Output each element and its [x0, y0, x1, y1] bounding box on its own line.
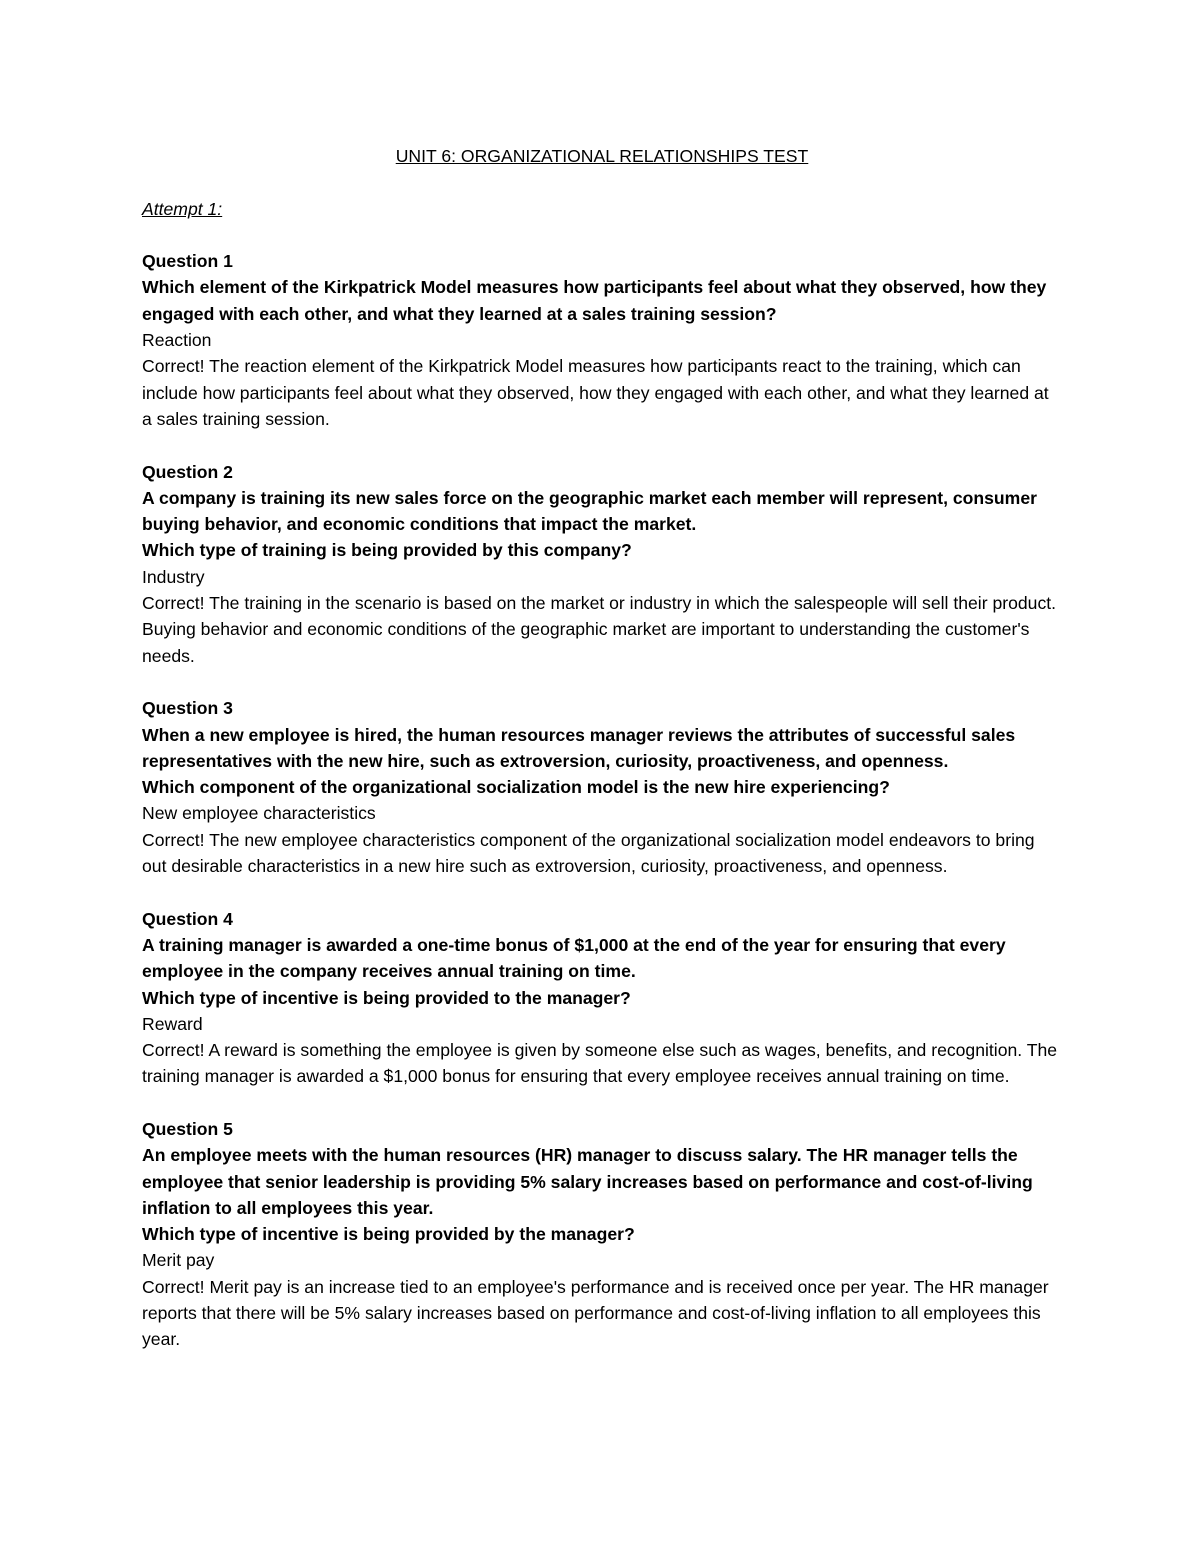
- question-answer: Reaction: [142, 330, 212, 351]
- question-feedback: Correct! The new employee characteristics component of the organizational socialization model endeavors to bring out desirable characteristics in a new hire such as extroversion, curiosity, proactiveness, and openness.: [142, 829, 1035, 877]
- question-prompt-followup: Which type of incentive is being provided by the manager?: [142, 1224, 635, 1245]
- question-answer: New employee characteristics: [142, 803, 376, 824]
- question-block: [142, 459, 1062, 669]
- document-title: UNIT 6: ORGANIZATIONAL RELATIONSHIPS TEST: [395, 146, 809, 166]
- question-prompt-followup: Which type of training is being provided by this company?: [142, 540, 632, 561]
- attempt-label: Attempt 1:: [142, 198, 223, 219]
- question-answer: Reward: [142, 1013, 203, 1034]
- question-label: Question 2: [142, 461, 233, 482]
- question-label: Question 5: [142, 1118, 233, 1139]
- question-prompt-followup: Which type of incentive is being provided to the manager?: [142, 987, 631, 1008]
- question-block: [142, 695, 1062, 879]
- question-block: [142, 906, 1062, 1090]
- document-content: [142, 143, 1062, 1353]
- question-label: Question 1: [142, 251, 233, 272]
- question-prompt: Which element of the Kirkpatrick Model measures how participants feel about what they observed, how they engaged with each other, and what they learned at a sales training session?: [142, 277, 1047, 324]
- question-prompt: A company is training its new sales force on the geographic market each member will represent, consumer buying behavior, and economic conditions that impact the market.: [142, 487, 1037, 535]
- question-prompt: A training manager is awarded a one-time bonus of $1,000 at the end of the year for ensuring that every employee in the company receives annual training on time.: [142, 934, 1006, 982]
- question-label: Question 3: [142, 698, 233, 719]
- question-feedback: Correct! The training in the scenario is based on the market or industry in which the salespeople will sell their product. Buying behavior and economic conditions of the geographic market are important to understanding the customer's needs.: [142, 593, 1057, 666]
- question-answer: Merit pay: [142, 1250, 215, 1271]
- question-prompt: When a new employee is hired, the human resources manager reviews the attributes of successful sales representatives with the new hire, such as extroversion, curiosity, proactiveness, and openness.: [142, 724, 1016, 771]
- question-feedback: Correct! The reaction element of the Kirkpatrick Model measures how participants react to the training, which can include how participants feel about what they observed, how they engaged with each other, and what they learned at a sales training session.: [142, 356, 1049, 429]
- question-feedback: Correct! A reward is something the employee is given by someone else such as wages, benefits, and recognition. The training manager is awarded a $1,000 bonus for ensuring that every employee receives annual training on time.: [142, 1040, 1058, 1087]
- question-feedback: Correct! Merit pay is an increase tied to an employee's performance and is received once per year. The HR manager reports that there will be 5% salary increases based on performance and cost-of-living inflation to all employees this year.: [142, 1276, 1049, 1350]
- question-answer: Industry: [142, 566, 205, 587]
- question-prompt-followup: Which component of the organizational socialization model is the new hire experiencing?: [142, 777, 890, 798]
- question-label: Question 4: [142, 908, 233, 929]
- question-block: [142, 1116, 1062, 1353]
- question-block: [142, 248, 1062, 432]
- question-prompt: An employee meets with the human resources (HR) manager to discuss salary. The HR manager tells the employee that senior leadership is providing 5% salary increases based on performance and cost-of-living inflation to all employees this year.: [142, 1145, 1033, 1218]
